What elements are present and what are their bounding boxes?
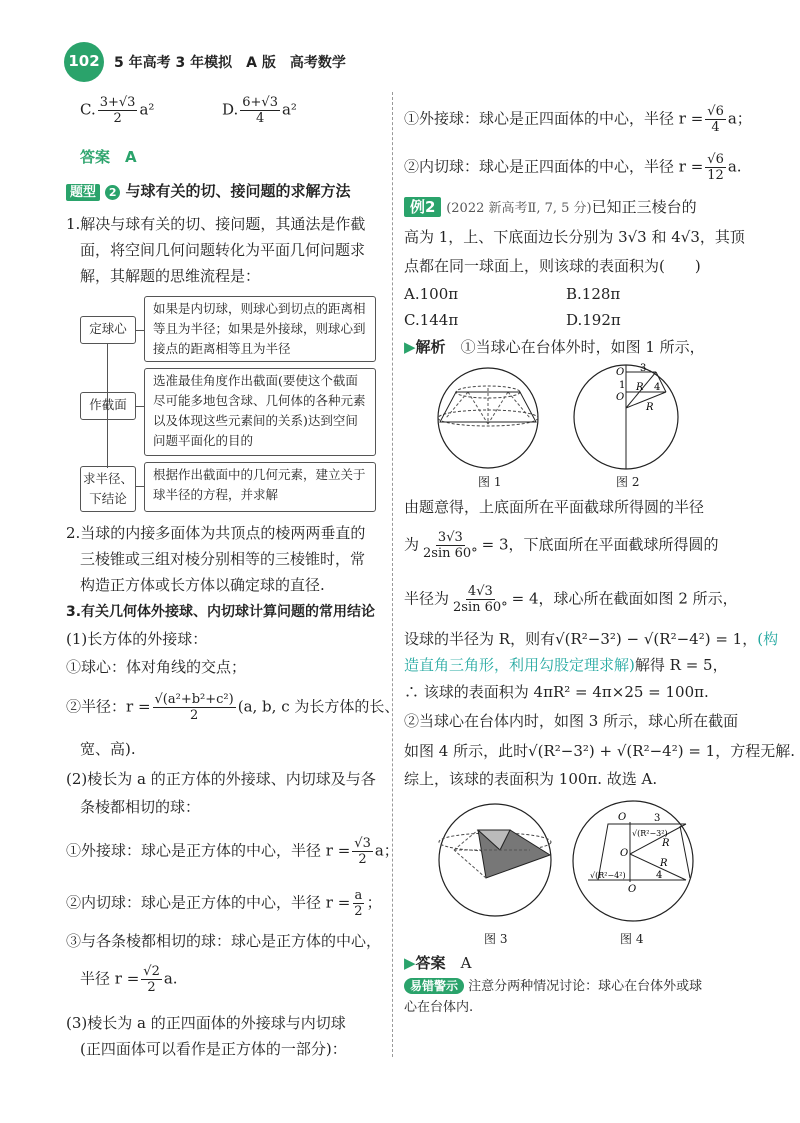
section-number: 2	[105, 185, 120, 200]
answer-right	[404, 952, 471, 974]
text: 半径 r =	[80, 969, 140, 988]
answer-label: 答案	[80, 148, 111, 166]
p3-1: (1)长方体的外接球：	[66, 630, 208, 648]
p3-1a: ①球心：体对角线的交点；	[66, 658, 247, 676]
text: = 4，球心所在截面如图 2 所示，	[511, 589, 738, 608]
example-line1	[404, 196, 697, 220]
header-title: 5 年高考 3 年模拟 A 版 高考数学	[114, 55, 346, 71]
frac	[421, 530, 480, 561]
frac-den: 2	[113, 111, 122, 126]
p3-2c-line2	[80, 964, 178, 995]
example-line3: 点都在同一球面上，则该球的表面积为( )	[404, 257, 701, 275]
label-4: 4	[654, 382, 661, 393]
warning-line1	[404, 976, 702, 997]
flow-step-make-section: 作截面	[80, 392, 136, 420]
section-title: 与球有关的切、接问题的求解方法	[125, 182, 351, 200]
text: (a, b, c 为长方体的长、	[237, 697, 400, 716]
example-source: (2022 新高考Ⅱ, 7, 5 分)	[446, 201, 592, 216]
label-r-upper: R	[636, 382, 644, 393]
label-o2: O	[628, 884, 637, 895]
text: 设球的半径为 R，则有√(R²−3²) − √(R²−4²) = 1，	[404, 630, 758, 648]
p3-1b	[66, 692, 399, 723]
figure-4-caption: 图 4	[620, 932, 644, 946]
solution-line8: 如图 4 所示，此时√(R²−3²) + √(R²−4²) = 1，方程无解.	[404, 742, 795, 760]
option-d-right: D.192π	[566, 311, 621, 329]
figure-2-caption: 图 2	[616, 475, 640, 489]
frac-num: 6+√3	[242, 95, 278, 110]
text: ②内切球：球心是正四面体的中心，半径 r =	[404, 157, 704, 176]
warning-badge: 易错警示	[404, 978, 464, 994]
option-a: A.100π	[404, 285, 459, 303]
r-inner-sphere	[404, 152, 742, 183]
text: ①外接球：球心是正方体的中心，半径 r =	[66, 841, 351, 860]
option-d-frac	[240, 95, 280, 126]
frac-den: 2	[354, 904, 363, 919]
analysis-text: ①当球心在台体外时，如图 1 所示，	[460, 338, 705, 356]
solution-line1: 由题意得，上底面所在平面截球所得圆的半径	[404, 498, 705, 516]
frustum-outline	[440, 392, 536, 422]
p2-line3: 构造正方体或长方体以确定球的直径.	[80, 576, 325, 594]
flow-step-locate-center: 定球心	[80, 316, 136, 344]
flow-desc-2: 选准最佳角度作出截面(要使这个截面尽可能多地包含球、几何体的各种元素以及体现这些元素间的关系)达到空间问题平面化的目的	[144, 368, 376, 456]
solution-line5	[404, 654, 728, 676]
text: ②内切球：球心是正方体的中心，半径 r =	[66, 893, 351, 912]
answer-marker: ▶	[404, 954, 416, 972]
frac-den: 2	[189, 708, 199, 723]
flow-step-radius	[80, 466, 136, 512]
example-line2: 高为 1，上、下底面边长分别为 3√3 和 4√3，其顶	[404, 228, 745, 246]
frac-num: √3	[354, 836, 371, 851]
label-4: 4	[656, 870, 663, 881]
frac-num: √6	[707, 104, 724, 119]
option-b: B.128π	[566, 285, 621, 303]
text: ①外接球：球心是正四面体的中心，半径 r =	[404, 109, 704, 128]
frac-num: √6	[707, 152, 724, 167]
flow-connector-1	[136, 330, 144, 331]
option-d	[222, 95, 297, 126]
label-o2: O	[616, 392, 625, 403]
text: a；	[727, 109, 752, 128]
solution-line4	[404, 628, 778, 650]
p3-2c-line1: ③与各条棱都相切的球：球心是正方体的中心，	[66, 932, 382, 950]
frac-den: 2sin 60°	[453, 600, 508, 615]
p3-2b	[66, 888, 382, 919]
example-text: 已知正三棱台的	[591, 198, 697, 216]
frac	[352, 836, 373, 867]
frac	[153, 692, 236, 723]
frac-num: 3+√3	[99, 95, 136, 110]
frac-den: 4	[255, 111, 265, 126]
flow-step-radius-line1: 求半径、	[82, 471, 133, 486]
frac-den: 2sin 60°	[423, 546, 478, 561]
right-edge	[680, 826, 690, 878]
p2-line2: 三棱锥或三组对棱分别相等的三棱锥时，常	[80, 550, 366, 568]
solution-line9: 综上，该球的表面积为 100π. 故选 A.	[404, 770, 658, 788]
figure-1-caption: 图 1	[478, 475, 502, 489]
p1-line2: 面，将空间几何问题转化为平面几何问题求	[80, 241, 366, 259]
p3-2-line1: (2)棱长为 a 的正方体的外接球、内切球及与各	[66, 770, 376, 788]
answer-label: 答案	[415, 954, 446, 972]
frac	[141, 964, 162, 995]
p3-2-line2: 条棱都相切的球：	[80, 798, 201, 816]
flow-step-radius-line2: 下结论	[89, 491, 127, 506]
section-tag: 题型	[66, 184, 100, 201]
option-c	[80, 95, 154, 126]
p3-1b-line2: 宽、高).	[80, 740, 136, 758]
frac-num: 4√3	[467, 584, 493, 599]
section-circle	[573, 801, 693, 921]
text: = 3，下底面所在平面截球所得圆的	[481, 535, 719, 554]
label-r-lower: R	[646, 402, 654, 413]
p1-line1: 1.解决与球有关的切、接问题，其通法是作截	[66, 215, 366, 233]
analysis-line1	[404, 336, 705, 358]
r-outer-sphere	[404, 104, 752, 135]
label-sqrt-r2-3: √(R²−3²)	[632, 829, 668, 838]
frac-den: 2	[147, 980, 156, 995]
text: ②半径：r =	[66, 697, 151, 716]
frac	[451, 584, 510, 615]
text: 半径为	[404, 589, 450, 608]
option-d-label: D.	[222, 100, 239, 119]
label-3: 3	[654, 813, 661, 824]
text: ；	[366, 893, 382, 912]
solution-line7: ②当球心在台体内时，如图 3 所示，球心所在截面	[404, 712, 739, 730]
example-badge: 例2	[404, 197, 441, 217]
frac-num: √(a²+b²+c²)	[154, 692, 234, 707]
text: a.	[163, 969, 178, 988]
option-c-tail: a²	[139, 100, 155, 119]
flow-desc-3: 根据作出截面中的几何元素，建立关于球半径的方程，并求解	[144, 462, 376, 512]
answer-left	[80, 146, 137, 168]
flow-connector-2	[136, 406, 144, 407]
flow-connector-3	[136, 486, 144, 487]
p3-3-line2: (正四面体可以看作是正方体的一部分)：	[80, 1040, 347, 1058]
figure-3	[430, 800, 560, 920]
figure-4	[568, 796, 698, 926]
flow-desc-1: 如果是内切球，则球心到切点的距离相等且为半径；如果是外接球，则球心到接点的距离相等且为半径	[144, 296, 376, 362]
p1-line3: 解，其解题的思维流程是：	[80, 267, 261, 285]
text: a.	[727, 157, 742, 176]
analysis-marker: ▶	[404, 338, 416, 356]
label-o1: O	[616, 367, 625, 378]
frac-num: a	[354, 888, 363, 903]
frac-den: 4	[711, 120, 720, 135]
warning-line2: 心在台体内.	[404, 1000, 474, 1015]
label-3: 3	[640, 363, 647, 374]
frac	[352, 888, 364, 919]
note: (构	[757, 630, 779, 648]
option-d-tail: a²	[281, 100, 297, 119]
warning-text: 注意分两种情况讨论：球心在台体外或球	[468, 979, 703, 994]
figure-1	[418, 366, 558, 470]
text: 为	[404, 535, 420, 554]
frac-num: 3√3	[437, 530, 463, 545]
label-1: 1	[619, 380, 626, 391]
label-o1: O	[618, 812, 627, 823]
option-c-right: C.144π	[404, 311, 459, 329]
option-c-label: C.	[80, 100, 96, 119]
column-divider	[392, 92, 393, 1057]
answer-value: A	[460, 954, 472, 972]
label-o: O	[620, 848, 629, 859]
text: 解得 R = 5，	[634, 656, 728, 674]
label-sqrt-r2-4: √(R²−4²)	[590, 871, 626, 880]
frac	[705, 104, 726, 135]
answer-value: A	[125, 148, 137, 166]
frac-den: 12	[707, 168, 724, 183]
option-c-frac	[98, 95, 138, 126]
frustum-edges	[446, 388, 530, 424]
frac-num: √2	[143, 964, 160, 979]
analysis-label: 解析	[415, 338, 446, 356]
figure-3-caption: 图 3	[484, 932, 508, 946]
page-number: 102	[68, 52, 100, 70]
solution-line2	[404, 530, 719, 561]
label-r-lower: R	[660, 858, 668, 869]
solution-line3	[404, 584, 738, 615]
note: 造直角三角形，利用勾股定理求解)	[404, 656, 635, 674]
p3-title: 3.有关几何体外接球、内切球计算问题的常用结论	[66, 604, 376, 620]
figure-2	[566, 362, 686, 472]
text: a；	[374, 841, 399, 860]
label-r-upper: R	[662, 838, 670, 849]
frac	[705, 152, 726, 183]
section-heading	[66, 180, 351, 204]
solution-line6: ∴ 该球的表面积为 4πR² = 4π×25 = 100π.	[404, 683, 709, 701]
frac-den: 2	[358, 852, 367, 867]
p3-2a	[66, 836, 399, 867]
p3-3-line1: (3)棱长为 a 的正四面体的外接球与内切球	[66, 1014, 346, 1032]
p2-line1: 2.当球的内接多面体为共顶点的棱两两垂直的	[66, 524, 366, 542]
